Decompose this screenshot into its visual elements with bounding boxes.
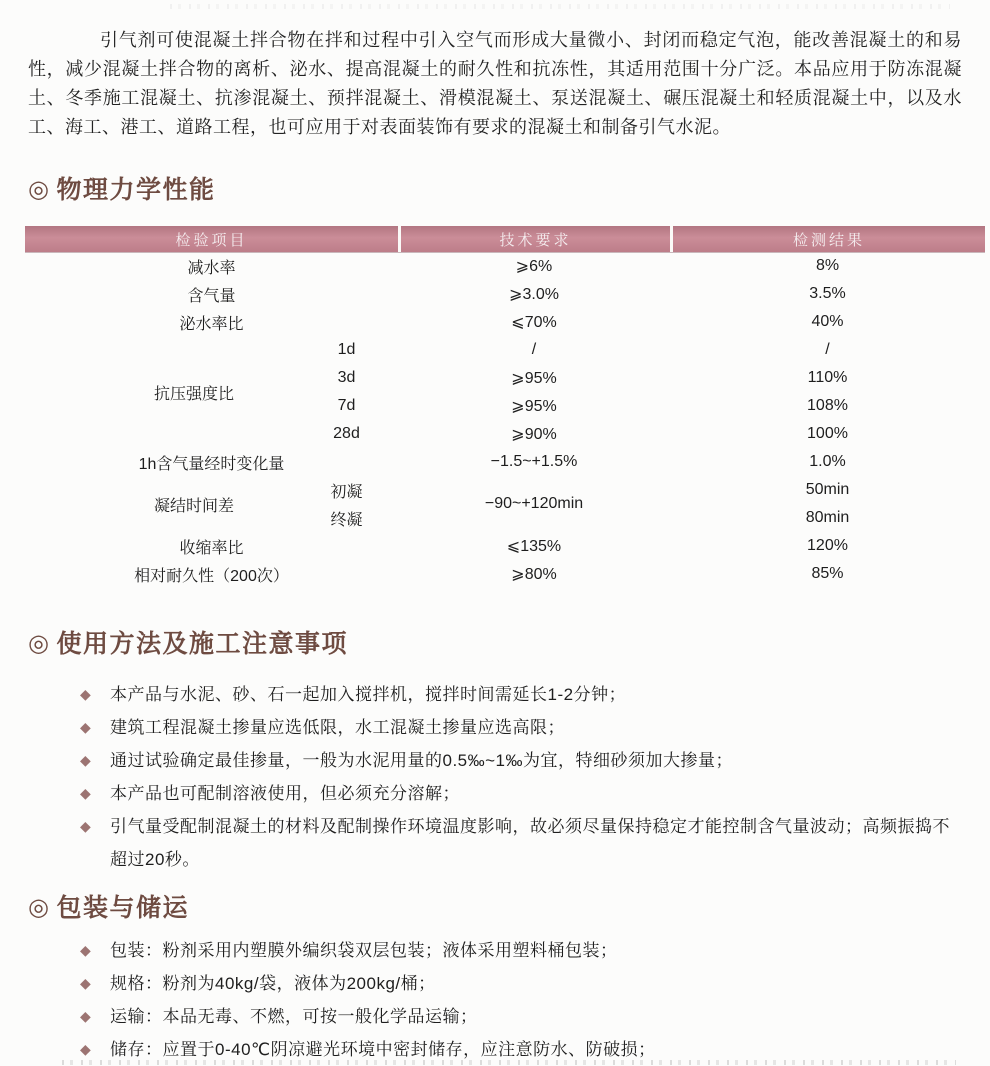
diamond-bullet-icon: ◆ xyxy=(80,1041,92,1057)
table-cell-req: ⩾95% xyxy=(511,398,557,415)
section-title-packaging xyxy=(28,892,962,924)
table-subitem: 7d xyxy=(337,397,356,414)
list-item xyxy=(80,1000,962,1033)
table-cell-item-group xyxy=(25,476,398,532)
list-item xyxy=(80,967,962,1000)
diamond-bullet-icon: ◆ xyxy=(80,818,92,834)
section-marker-icon: ◎ xyxy=(28,894,51,921)
diamond-bullet-icon: ◆ xyxy=(80,785,92,801)
diamond-bullet-icon: ◆ xyxy=(80,752,92,768)
table-cell-req: ⩾95% xyxy=(511,370,557,387)
table-cell-result: 110% xyxy=(807,369,848,386)
table-cell-result-stack xyxy=(670,476,985,532)
table-cell-req: ⩾3.0% xyxy=(509,286,559,303)
list-item xyxy=(80,744,962,777)
physical-properties-table xyxy=(25,226,985,588)
bullet-text: 包装：粉剂采用内塑膜外编织袋双层包装；液体采用塑料桶包装； xyxy=(110,941,618,960)
list-item xyxy=(80,810,962,876)
table-cell-result: 50min xyxy=(805,481,850,498)
diamond-bullet-icon: ◆ xyxy=(80,942,92,958)
table-rowgroup-strength xyxy=(25,336,985,448)
section-title-text: 使用方法及施工注意事项 xyxy=(56,630,348,658)
section-title-text: 物理力学性能 xyxy=(56,176,216,204)
table-header-row xyxy=(25,226,985,252)
usage-bullet-list xyxy=(28,678,962,876)
table-header-result: 检测结果 xyxy=(670,226,985,252)
table-cell-req-span: −90~+120min xyxy=(484,495,584,512)
table-group-label: 凝结时间差 xyxy=(153,497,234,515)
table-cell-req: ⩾80% xyxy=(511,566,557,583)
section-marker-icon: ◎ xyxy=(28,176,51,203)
list-item xyxy=(80,934,962,967)
table-cell-item: 泌水率比 xyxy=(179,315,244,333)
section-title-usage xyxy=(28,628,962,660)
diamond-bullet-icon: ◆ xyxy=(80,975,92,991)
table-cell-req: ⩽135% xyxy=(506,538,562,555)
table-cell-result: 120% xyxy=(807,537,848,554)
table-cell-result: 8% xyxy=(815,257,840,274)
table-cell-item: 收缩率比 xyxy=(179,539,244,557)
packaging-bullet-list xyxy=(28,934,962,1066)
table-header-item: 检验项目 xyxy=(175,231,248,249)
table-cell-result: 100% xyxy=(807,425,848,442)
bullet-text: 通过试验确定最佳掺量，一般为水泥用量的0.5‰~1‰为宜，特细砂须加大掺量； xyxy=(110,751,734,770)
table-cell-item: 含气量 xyxy=(187,287,236,305)
section-title-text: 包装与储运 xyxy=(56,894,189,922)
table-cell-result: / xyxy=(825,341,830,358)
table-cell-result-stack xyxy=(670,336,985,448)
section-marker-icon: ◎ xyxy=(28,630,51,657)
table-cell-result: 85% xyxy=(811,565,844,582)
table-cell-req: / xyxy=(531,341,537,358)
table-subitem-column xyxy=(295,476,398,532)
bullet-text: 建筑工程混凝土掺量应选低限，水工混凝土掺量应选高限； xyxy=(110,718,565,737)
table-cell-req-stack xyxy=(398,336,670,448)
table-header-req: 技术要求 xyxy=(398,226,670,252)
bullet-text: 本产品也可配制溶液使用，但必须充分溶解； xyxy=(110,784,460,803)
table-group-label: 抗压强度比 xyxy=(153,385,234,403)
list-item xyxy=(80,678,962,711)
table-subitem-column xyxy=(295,336,398,448)
table-cell-item: 1h含气量经时变化量 xyxy=(138,455,285,473)
table-rowgroup-setting xyxy=(25,476,985,532)
table-cell-item-group xyxy=(25,336,398,448)
intro-paragraph: 引气剂可使混凝土拌合物在拌和过程中引入空气而形成大量微小、封闭而稳定气泡，能改善混凝土的和易性，减少混凝土拌合物的离析、泌水、提高混凝土的耐久性和抗冻性，其适用范围十分广泛。本品应用于防冻混凝土、冬季施工混凝土、抗渗混凝土、预拌混凝土、滑模混凝土、泵送混凝土、碾压混凝土和轻质混凝土中，以及水工、海工、港工、道路工程，也可应用于对表面装饰有要求的混凝土和制备引气水泥。 xyxy=(28,30,962,137)
table-cell-result: 1.0% xyxy=(809,453,846,470)
table-row xyxy=(25,252,985,280)
table-cell-req: ⩽70% xyxy=(511,314,557,331)
list-item xyxy=(80,711,962,744)
table-cell-result: 40% xyxy=(811,313,844,330)
clipped-text-remnant-bottom xyxy=(62,1060,956,1065)
bullet-text: 运输：本品无毒、不燃，可按一般化学品运输； xyxy=(110,1007,478,1026)
table-cell-result: 80min xyxy=(805,509,850,526)
table-subitem: 28d xyxy=(333,425,360,442)
bullet-text: 本产品与水泥、砂、石一起加入搅拌机，搅拌时间需延长1-2分钟； xyxy=(110,685,627,704)
table-row xyxy=(25,448,985,476)
table-cell-result: 108% xyxy=(807,397,848,414)
diamond-bullet-icon: ◆ xyxy=(80,686,92,702)
table-row xyxy=(25,560,985,588)
table-subitem: 终凝 xyxy=(330,511,363,529)
table-cell-req: ⩾6% xyxy=(515,258,553,275)
table-row xyxy=(25,532,985,560)
table-cell-item: 减水率 xyxy=(187,259,236,277)
bullet-text: 储存：应置于0-40℃阴凉避光环境中密封储存，应注意防水、防破损； xyxy=(110,1040,656,1059)
table-cell-req: −1.5~+1.5% xyxy=(490,453,578,470)
bullet-text: 引气量受配制混凝土的材料及配制操作环境温度影响，故必须尽量保持稳定才能控制含气量波动；高频振捣不超过20秒。 xyxy=(110,817,950,869)
table-row xyxy=(25,280,985,308)
table-row xyxy=(25,308,985,336)
table-cell-result: 3.5% xyxy=(809,285,846,302)
section-title-physical xyxy=(28,174,962,206)
clipped-text-remnant-top xyxy=(170,4,950,9)
table-subitem: 3d xyxy=(337,369,356,386)
bullet-text: 规格：粉剂为40kg/袋，液体为200kg/桶； xyxy=(110,974,436,993)
list-item xyxy=(80,777,962,810)
diamond-bullet-icon: ◆ xyxy=(80,1008,92,1024)
table-cell-item: 相对耐久性（200次） xyxy=(134,567,289,585)
table-subitem: 初凝 xyxy=(330,483,363,501)
table-cell-req: ⩾90% xyxy=(511,426,557,443)
diamond-bullet-icon: ◆ xyxy=(80,719,92,735)
table-subitem: 1d xyxy=(337,341,356,358)
